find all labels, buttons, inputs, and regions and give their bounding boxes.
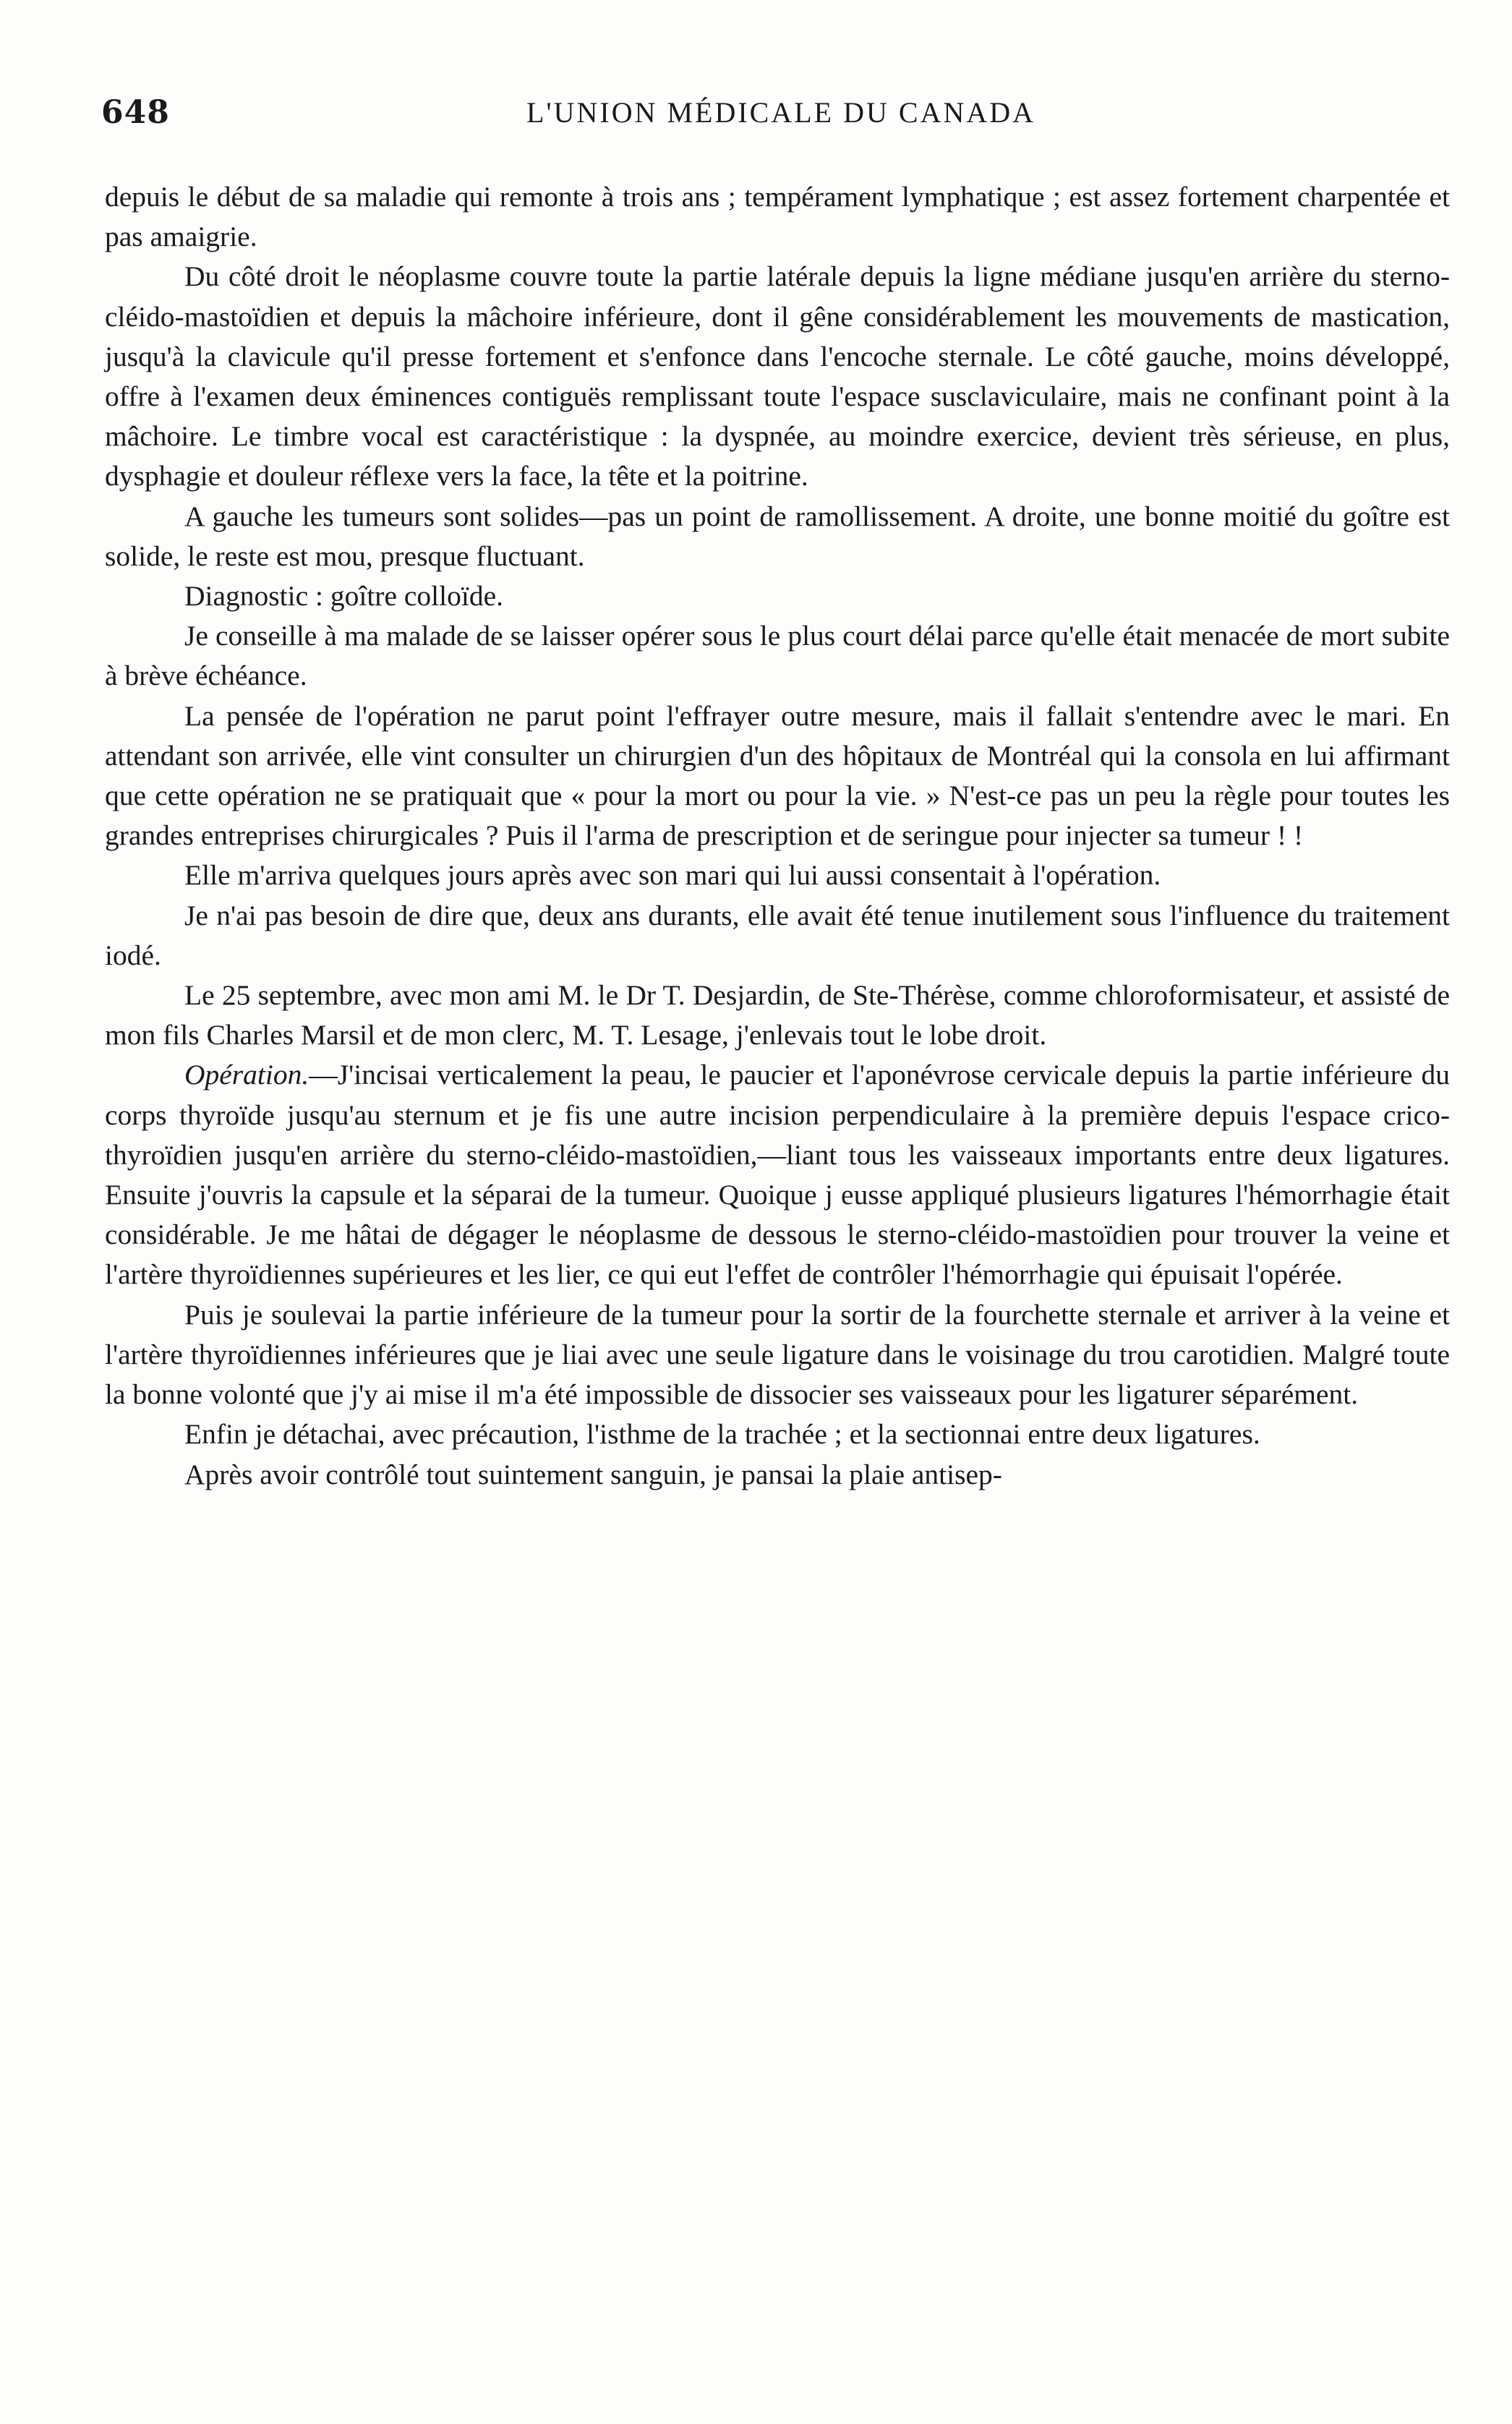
paragraph: Diagnostic : goître colloïde. xyxy=(184,580,503,613)
page-number: 648 xyxy=(101,94,170,131)
body-text xyxy=(105,177,1450,1495)
paragraph: Enfin je détachai, avec précaution, l'isthme de la trachée ; et la sectionnai entre deux ligatures. xyxy=(184,1418,1260,1451)
running-title: L'UNION MÉDICALE DU CANADA xyxy=(526,96,1036,129)
paragraph: Du côté droit le néoplasme couvre toute la partie latérale depuis la ligne médiane jusqu'en arrière du sterno-cléido-mastoïdien et depuis la mâchoire inférieure, dont il gêne considérablement les mouvements de mastication, jusqu'à la clavicule qu'il presse fortement et s'enfonce dans l'encoche sternale. Le côté gauche, moins développé, offre à l'examen deux éminences contiguës remplissant toute l'espace susclaviculaire, mais ne confinant point à la mâchoire. Le timbre vocal est caractéristique : la dyspnée, au moindre exercice, devient très sérieuse, en plus, dysphagie et douleur réflexe vers la face, la tête et la poitrine. xyxy=(105,260,1450,492)
page-header xyxy=(101,94,1461,145)
section-heading: Opération. xyxy=(184,1059,309,1091)
paragraph: La pensée de l'opération ne parut point l'effrayer outre mesure, mais il fallait s'entendre avec le mari. En attendant son arrivée, elle vint consulter un chirurgien d'un des hôpitaux de Montréal qui la consola en lui affirmant que cette opération ne se pratiquait que « pour la mort ou pour la vie. » N'est-ce pas un peu la règle pour toutes les grandes entreprises chirurgicales ? Puis il l'arma de prescription et de seringue pour injecter sa tumeur ! ! xyxy=(105,699,1450,852)
paragraph: Le 25 septembre, avec mon ami M. le Dr T. Desjardin, de Ste-Thérèse, comme chloroformisateur, et assisté de mon fils Charles Marsil et de mon clerc, M. T. Lesage, j'enlevais tout le lobe droit. xyxy=(105,979,1450,1051)
paragraph: Puis je soulevai la partie inférieure de la tumeur pour la sortir de la fourchette sternale et arriver à la veine et l'artère thyroïdiennes inférieures que je liai avec une seule ligature dans le voisinage du trou carotidien. Malgré toute la bonne volonté que j'y ai mise il m'a été impossible de dissocier ses vaisseaux pour les ligaturer séparément. xyxy=(105,1298,1450,1411)
paragraph: depuis le début de sa maladie qui remonte à trois ans ; tempérament lymphatique ; est assez fortement charpentée et pas amaigrie. xyxy=(105,181,1450,253)
paragraph: Je n'ai pas besoin de dire que, deux ans durants, elle avait été tenue inutilement sous l'influence du traitement iodé. xyxy=(105,899,1450,971)
paragraph: Elle m'arriva quelques jours après avec son mari qui lui aussi consentait à l'opération. xyxy=(184,859,1161,892)
paragraph: Opération.—J'incisai verticalement la peau, le paucier et l'aponévrose cervicale depuis la partie inférieure du corps thyroïde jusqu'au sternum et je fis une autre incision perpendiculaire à la première depuis l'espace crico-thyroïdien jusqu'en arrière du sterno-cléido-mastoïdien,—liant tous les vaisseaux importants entre deux ligatures. Ensuite j'ouvris la capsule et la séparai de la tumeur. Quoique j eusse appliqué plusieurs ligatures l'hémorrhagie était considérable. Je me hâtai de dégager le néoplasme de dessous le sterno-cléido-mastoïdien pour trouver la veine et l'artère thyroïdiennes supérieures et les lier, ce qui eut l'effet de contrôler l'hémorrhagie qui épuisait l'opérée. xyxy=(105,1059,1450,1291)
paragraph: A gauche les tumeurs sont solides—pas un point de ramollissement. A droite, une bonne moitié du goître est solide, le reste est mou, presque fluctuant. xyxy=(105,500,1450,572)
paragraph: Je conseille à ma malade de se laisser opérer sous le plus court délai parce qu'elle était menacée de mort subite à brève échéance. xyxy=(105,620,1450,692)
paragraph: Après avoir contrôlé tout suintement sanguin, je pansai la plaie antisep- xyxy=(184,1458,1002,1490)
